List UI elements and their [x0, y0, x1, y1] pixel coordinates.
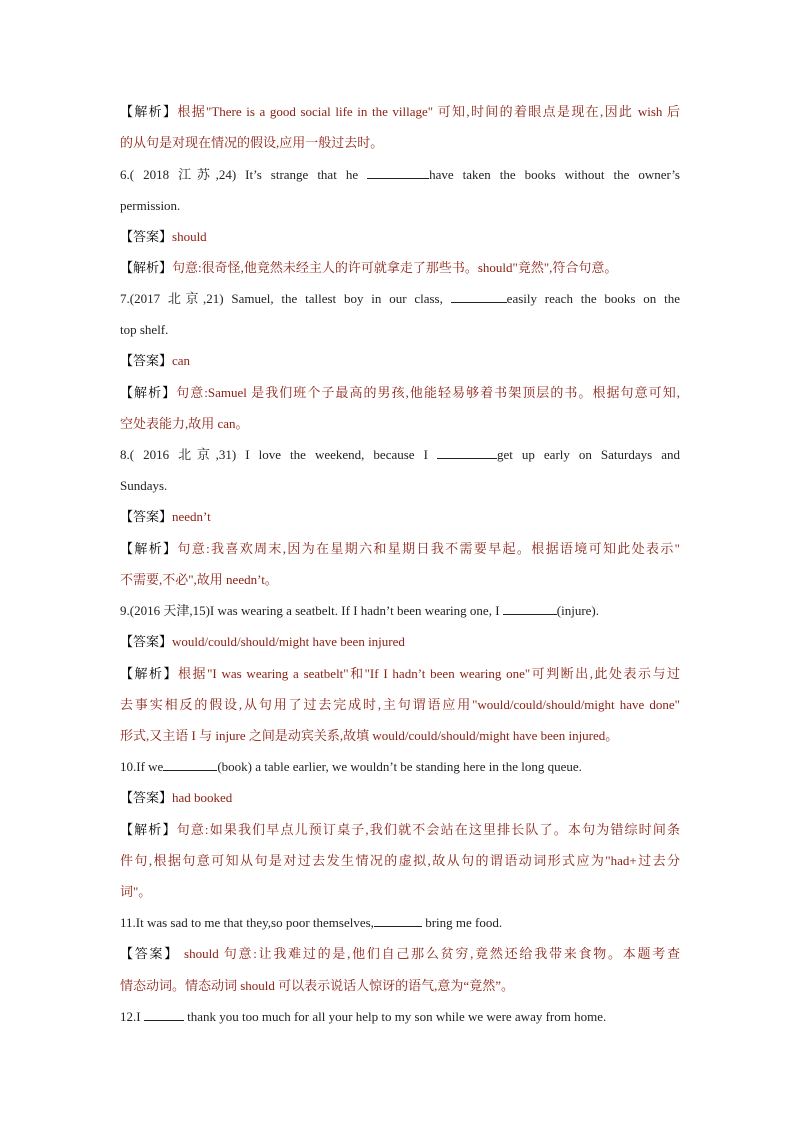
answer-text: would/could/should/might have been injured: [172, 634, 405, 649]
text-line: [120, 259, 680, 277]
section-tag: 【解析】: [120, 260, 173, 275]
text-line: [120, 977, 680, 995]
answer-text: 根据"I was wearing a seatbelt"和"If I hadn’t been wearing one"可判断出,此处表示与过: [178, 666, 680, 681]
question-text: 12.I: [120, 1009, 144, 1024]
text-line: [120, 103, 680, 121]
text-line: [120, 134, 680, 152]
answer-text: 不需要,不必",故用 needn’t。: [120, 572, 278, 587]
answer-text: 句意:我喜欢周末,因为在星期六和星期日我不需要早起。根据语境可知此处表示": [177, 541, 680, 556]
text-line: [120, 914, 680, 932]
answer-text: 件句,根据句意可知从句是对过去发生情况的虚拟,故从句的谓语动词形式应为"had+过去分: [120, 853, 680, 868]
answer-text: should 句意:让我难过的是,他们自己那么贫穷,竟然还给我带来食物。本题考查: [179, 946, 680, 961]
text-line: [120, 727, 680, 745]
text-line: [120, 883, 680, 901]
answer-blank: [437, 446, 497, 459]
section-tag: 【答案】: [120, 229, 173, 244]
section-tag: 【解析】: [120, 541, 178, 556]
answer-text: 词"。: [120, 884, 152, 899]
text-line: [120, 446, 680, 464]
answer-text: 句意:很奇怪,他竟然未经主人的许可就拿走了那些书。should"竟然",符合句意。: [172, 260, 618, 275]
text-line: [120, 821, 680, 839]
answer-text: 情态动词。情态动词 should 可以表示说话人惊讶的语气,意为“竟然”。: [120, 978, 514, 993]
answer-text: can: [172, 353, 191, 368]
answer-blank: [503, 602, 557, 615]
answer-text: 的从句是对现在情况的假设,应用一般过去时。: [120, 135, 384, 150]
text-line: [120, 166, 680, 184]
section-tag: 【解析】: [120, 822, 177, 837]
question-text: (injure).: [556, 603, 600, 618]
text-line: [120, 290, 680, 308]
question-text: 11.It was sad to me that they,so poor themselves,: [120, 915, 374, 930]
text-line: [120, 633, 680, 651]
question-text: 6.( 2018 江苏,24) It’s strange that he: [120, 167, 368, 182]
text-line: [120, 696, 680, 714]
answer-text: needn’t: [172, 509, 211, 524]
text-line: [120, 540, 680, 558]
answer-text: 空处表能力,故用 can。: [120, 416, 249, 431]
text-line: [120, 508, 680, 526]
answer-blank: [374, 914, 422, 927]
answer-text: 句意:如果我们早点儿预订桌子,我们就不会站在这里排长队了。本句为错综时间条: [176, 822, 680, 837]
text-line: [120, 197, 680, 215]
text-line: [120, 321, 680, 339]
question-text: 9.(2016 天津,15)I was wearing a seatbelt. If I hadn’t been wearing one, I: [120, 603, 503, 618]
text-line: [120, 352, 680, 370]
text-line: [120, 477, 680, 495]
question-text: have taken the books without the owner’s: [429, 167, 680, 182]
answer-text: 句意:Samuel 是我们班个子最高的男孩,他能轻易够着书架顶层的书。根据句意可知,: [176, 385, 680, 400]
answer-text: should: [172, 229, 207, 244]
answer-blank: [451, 290, 507, 303]
text-line: [120, 384, 680, 402]
question-text: thank you too much for all your help to my son while we were away from home.: [183, 1009, 607, 1024]
text-line: [120, 1008, 680, 1026]
question-text: get up early on Saturdays and: [496, 447, 680, 462]
section-tag: 【解析】: [120, 385, 177, 400]
text-line: [120, 945, 680, 963]
question-text: easily reach the books on the: [506, 291, 680, 306]
text-line: [120, 758, 680, 776]
question-text: bring me food.: [421, 915, 503, 930]
question-text: (book) a table earlier, we wouldn’t be standing here in the long queue.: [217, 759, 582, 774]
question-text: 8.( 2016 北京,31) I love the weekend, because I: [120, 447, 437, 462]
answer-text: 根据"There is a good social life in the village" 可知,时间的着眼点是现在,因此 wish 后: [177, 104, 680, 119]
answer-text: 去事实相反的假设,从句用了过去完成时,主句谓语应用"would/could/should/might have done": [120, 697, 680, 712]
answer-text: had booked: [172, 790, 233, 805]
section-tag: 【解析】: [120, 666, 179, 681]
answer-text: 形式,又主语 I 与 injure 之间是动宾关系,故填 would/could/should/might have been injured。: [120, 728, 619, 743]
section-tag: 【答案】: [120, 634, 173, 649]
text-line: [120, 852, 680, 870]
section-tag: 【答案】: [120, 509, 173, 524]
section-tag: 【答案】: [120, 790, 173, 805]
answer-blank: [163, 758, 217, 771]
section-tag: 【答案】: [120, 353, 173, 368]
text-line: [120, 571, 680, 589]
question-text: 10.If we: [120, 759, 164, 774]
question-text: top shelf.: [120, 322, 169, 337]
text-line: [120, 665, 680, 683]
text-line: [120, 602, 680, 620]
text-line: [120, 228, 680, 246]
text-line: [120, 415, 680, 433]
question-text: 7.(2017 北京,21) Samuel, the tallest boy in our class,: [120, 291, 451, 306]
section-tag: 【答案】: [120, 946, 180, 961]
question-text: permission.: [120, 198, 181, 213]
section-tag: 【解析】: [120, 104, 178, 119]
question-text: Sundays.: [120, 478, 168, 493]
answer-blank: [144, 1008, 184, 1021]
answer-blank: [367, 166, 429, 179]
text-line: [120, 789, 680, 807]
